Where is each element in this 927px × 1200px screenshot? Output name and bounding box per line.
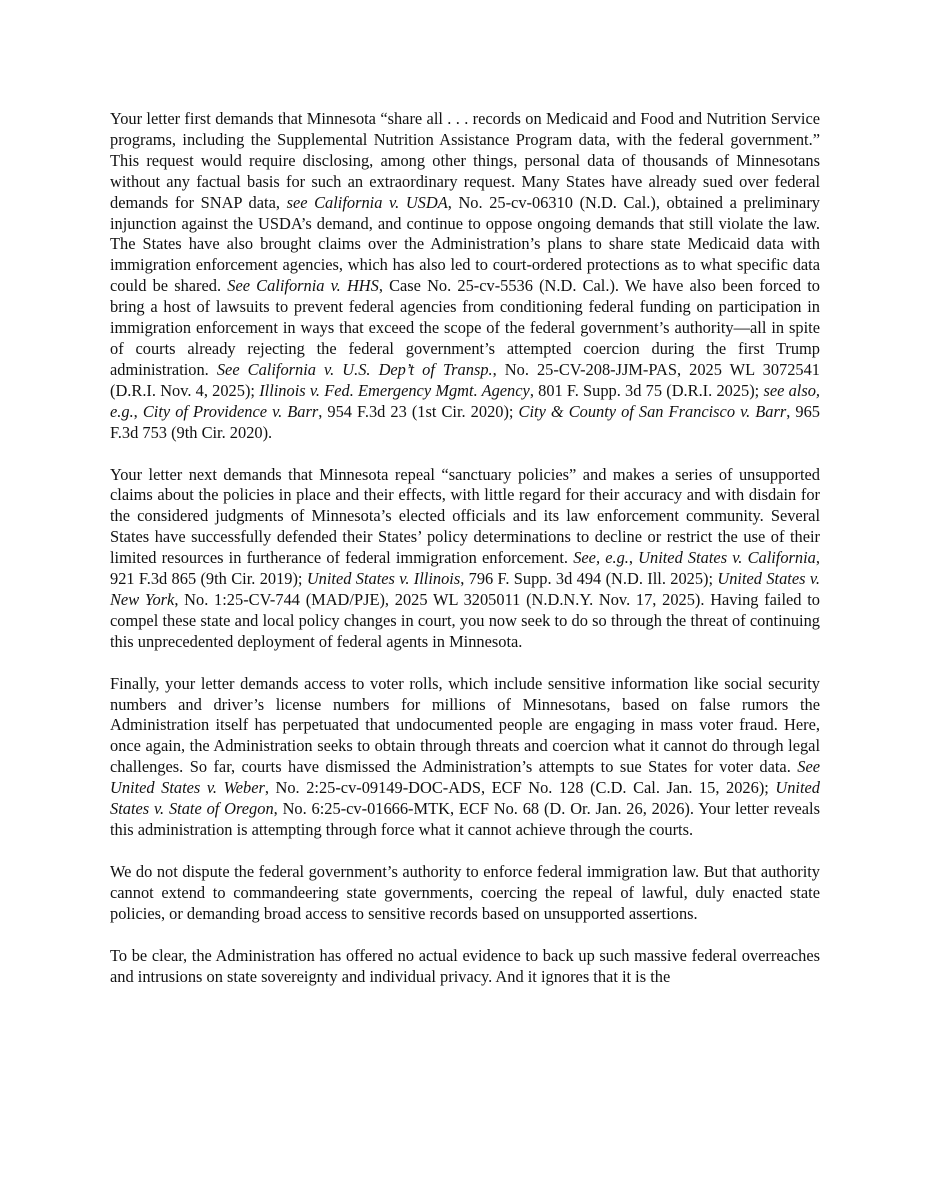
text-run: , No. 2:25-cv-09149-DOC-ADS, ECF No. 128 (C.D. Cal. Jan. 15, 2026); <box>264 778 776 798</box>
paragraph-snap-medicaid-data <box>110 109 820 444</box>
case-citation: see California v. USDA <box>286 192 448 212</box>
case-citation: See California v. HHS <box>227 276 379 296</box>
case-citation: United States v. Illinois <box>306 569 461 589</box>
paragraph-federal-authority <box>110 862 820 925</box>
case-citation: City & County of San Francisco v. Barr <box>518 401 787 421</box>
text-run: To be clear, the Administration has offered no actual evidence to back up such massive federal overreaches and intrusions on state sovereignty and individual privacy. And it ignores that it is the <box>110 945 820 986</box>
text-run: , 965 F.3d 753 (9th Cir. 2020). <box>110 401 820 442</box>
text-run: Finally, your letter demands access to voter rolls, which include sensitive information like social security numbers and driver’s license numbers for millions of Minnesotans, based on false rumors the Administration itself has perpetuated that undocumented people are engaging in mass voter fraud. Here, once again, the Administration seeks to obtain through threats and coercion what it cannot do through legal challenges. So far, courts have dismissed the Administration’s attempts to sue States for voter data. <box>110 673 820 777</box>
text-run: , <box>133 401 143 421</box>
signal-phrase: see also, e.g. <box>110 380 821 421</box>
text-run: We do not dispute the federal government’s authority to enforce federal immigration law. But that authority cannot extend to commandeering state governments, coercing the repeal of lawful, duly enacted state policies, or demanding broad access to sensitive records based on unsupported assertions. <box>110 861 820 923</box>
text-run: , Case No. 25-cv-5536 (N.D. Cal.). We have also been forced to bring a host of lawsuits to prevent federal agencies from conditioning federal funding on participation in immigration enforcement in ways that exceed the scope of the federal government’s authority—all in spite of courts already rejecting the federal government’s attempted coercion during the first Trump administration. <box>110 276 820 379</box>
text-run: , No. 25-cv-06310 (N.D. Cal.), obtained a preliminary injunction against the USDA’s demand, and continue to oppose ongoing demands that still violate the law. The States have also brought claims over the Administration’s plans to share state Medicaid data with immigration enforcement agencies, which has also led to court-ordered protections as to what specific data could be shared. <box>110 192 820 296</box>
text-run: , No. 1:25-CV-744 (MAD/PJE), 2025 WL 3205011 (N.D.N.Y. Nov. 17, 2025). Having failed to compel these state and local policy changes in court, you now seek to do so through the threat of continuing this unprecedented deployment of federal agents in Minnesota. <box>110 589 820 651</box>
case-citation: Illinois v. Fed. Emergency Mgmt. Agency <box>259 380 530 400</box>
text-run: , <box>628 548 639 568</box>
case-citation: United States v. California <box>638 548 816 568</box>
text-run: , 954 F.3d 23 (1st Cir. 2020); <box>318 401 519 421</box>
text-run: Your letter next demands that Minnesota repeal “sanctuary policies” and makes a series of unsupported claims about the policies in place and their effects, with little regard for their accuracy and with disdain for the considered judgments of Minnesota’s elected officials and its law enforcement community. Several States have successfully defended their States’ policy determinations to decline or restrict the use of their limited resources in furtherance of federal immigration enforcement. <box>110 464 820 568</box>
paragraph-sanctuary-policies <box>110 465 820 653</box>
case-citation: United States v. New York <box>110 569 820 609</box>
text-run: , No. 25-CV-208-JJM-PAS, 2025 WL 3072541 (D.R.I. Nov. 4, 2025); <box>110 359 820 400</box>
case-citation: See California v. U.S. Dep’t of Transp. <box>216 359 493 379</box>
text-run: , No. 6:25-cv-01666-MTK, ECF No. 68 (D. Or. Jan. 26, 2026). Your letter reveals this administration is attempting through force what it cannot achieve through the courts. <box>110 799 820 839</box>
text-run: , 801 F. Supp. 3d 75 (D.R.I. 2025); <box>529 380 764 400</box>
case-citation: City of Providence v. Barr <box>142 401 319 421</box>
paragraph-voter-rolls <box>110 674 820 841</box>
signal-phrase: See, e.g. <box>573 548 629 568</box>
paragraph-no-evidence <box>110 946 820 988</box>
case-citation: See United States v. Weber <box>110 757 820 798</box>
text-run: , 921 F.3d 865 (9th Cir. 2019); <box>110 548 820 589</box>
letter-body <box>110 109 820 987</box>
text-run: , 796 F. Supp. 3d 494 (N.D. Ill. 2025); <box>460 569 718 589</box>
text-run: Your letter first demands that Minnesota “share all . . . records on Medicaid and Food and Nutrition Service programs, including the Supplemental Nutrition Assistance Program data, with the federal government.” This request would require disclosing, among other things, personal data of thousands of Minnesotans without any factual basis for such an extraordinary request. Many States have already sued over federal demands for SNAP data, <box>110 109 820 212</box>
case-citation: United States v. State of Oregon <box>110 778 821 819</box>
